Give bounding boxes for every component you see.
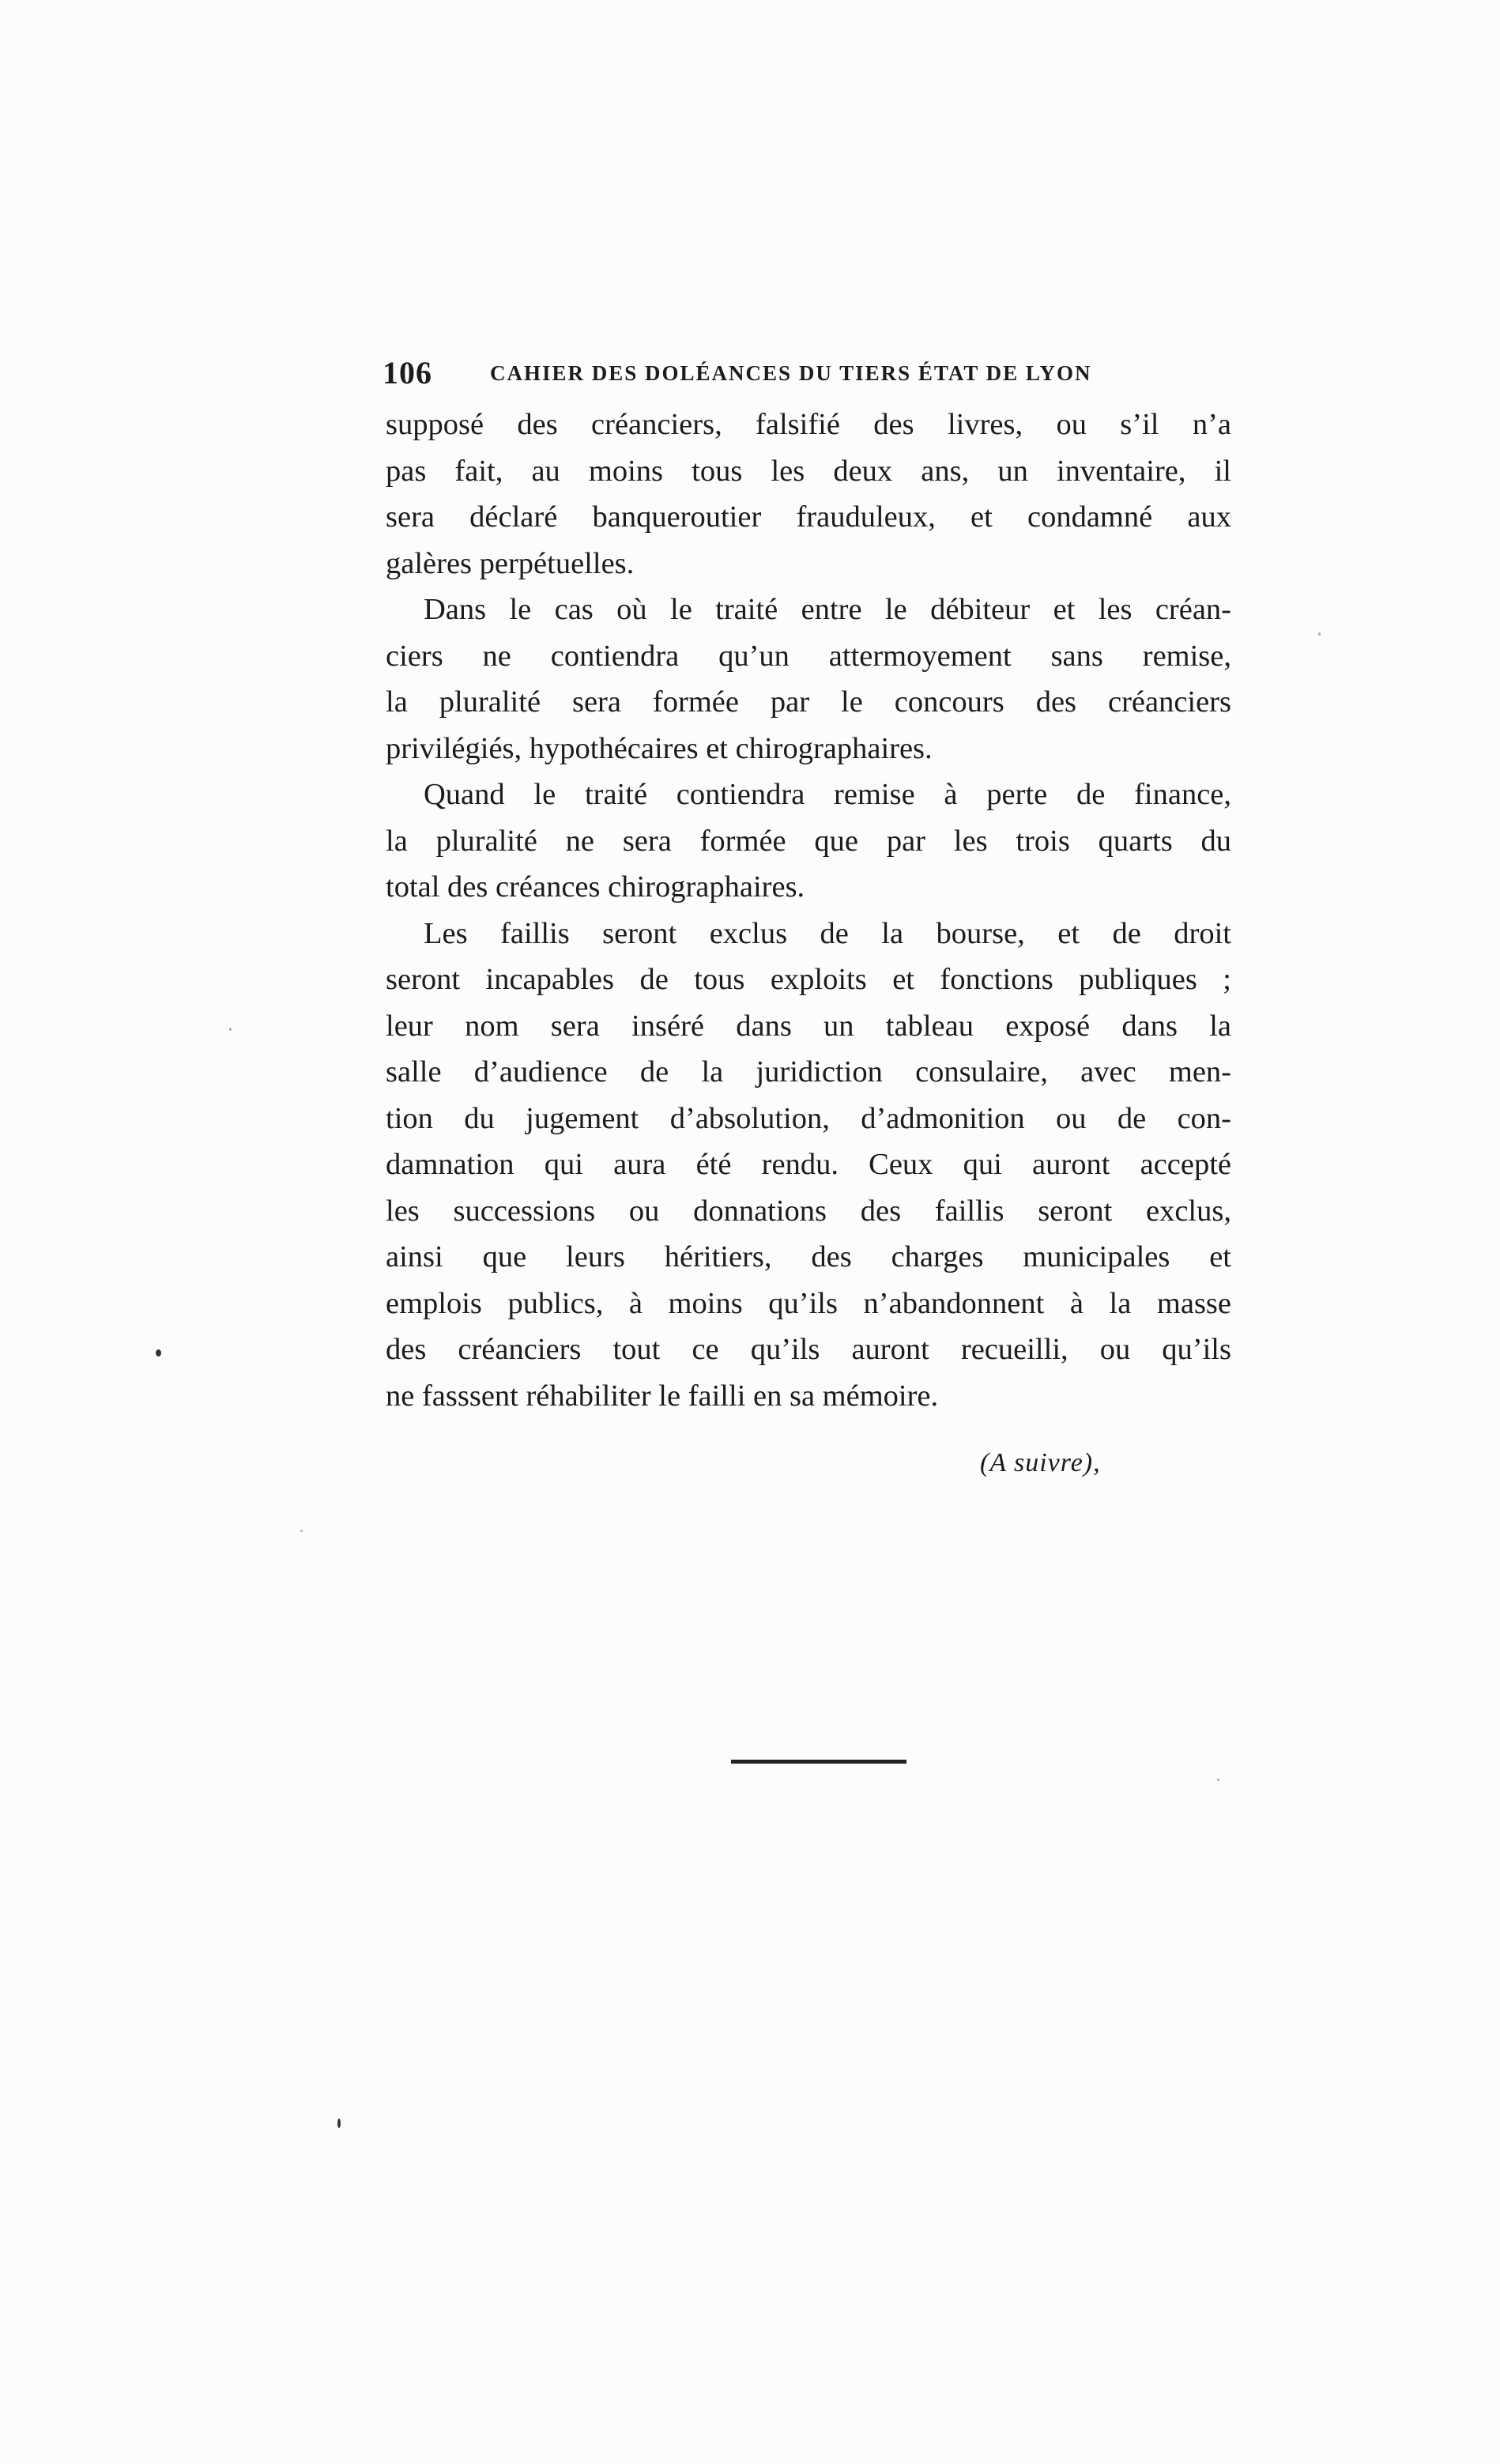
continuation-note: (A suivre), (980, 1448, 1101, 1477)
text-line: leur nom sera inséré dans un tableau exposé dans la (386, 1009, 1231, 1043)
paragraph-4 (386, 911, 1231, 1420)
text-line: supposé des créanciers, falsifié des livres, ou s’il n’a (386, 408, 1231, 441)
text-line: damnation qui aura été rendu. Ceux qui auront accepté (386, 1148, 1231, 1181)
text-line: Quand le traité contiendra remise à perte de finance, (424, 778, 1231, 811)
text-line: seront incapables de tous exploits et fonctions publiques ; (386, 963, 1231, 996)
text-line: total des créances chirographaires. (386, 870, 805, 904)
scan-speck (337, 2119, 341, 2128)
paragraph-1 (386, 402, 1231, 587)
page-number: 106 (383, 355, 432, 391)
text-line: salle d’audience de la juridiction consulaire, avec men- (386, 1055, 1231, 1089)
scan-speck (300, 1530, 303, 1532)
text-line: la pluralité ne sera formée que par les trois quarts du (386, 824, 1231, 858)
text-line: pas fait, au moins tous les deux ans, un inventaire, il (386, 454, 1231, 488)
scan-speck (1217, 1779, 1219, 1781)
text-line: tion du jugement d’absolution, d’admonition ou de con- (386, 1101, 1231, 1135)
text-line: la pluralité sera formée par le concours des créanciers (386, 685, 1231, 719)
text-line: ciers ne contiendra qu’un attermoyement sans remise, (386, 639, 1231, 673)
running-title: CAHIER DES DOLÉANCES DU TIERS ÉTAT DE LYON (490, 361, 1092, 385)
section-divider (731, 1760, 906, 1764)
paragraph-3 (386, 772, 1231, 911)
text-line: sera déclaré banqueroutier frauduleux, et condamné aux (386, 500, 1231, 534)
scan-speck (1318, 632, 1321, 636)
text-line: galères perpétuelles. (386, 546, 635, 580)
text-line: emplois publics, à moins qu’ils n’abandonnent à la masse (386, 1286, 1231, 1320)
running-head (383, 354, 1236, 402)
scan-speck (156, 1349, 161, 1357)
body-text (386, 402, 1231, 1419)
text-line: des créanciers tout ce qu’ils auront recueilli, ou qu’ils (386, 1333, 1231, 1366)
scan-speck (229, 1028, 232, 1031)
text-line: ne fasssent réhabiliter le failli en sa mémoire. (386, 1379, 939, 1413)
paragraph-2 (386, 587, 1231, 772)
text-line: Les faillis seront exclus de la bourse, et de droit (424, 916, 1231, 950)
text-line: les successions ou donnations des faillis seront exclus, (386, 1194, 1231, 1228)
text-line: Dans le cas où le traité entre le débiteur et les créan- (424, 593, 1231, 626)
text-line: ainsi que leurs héritiers, des charges municipales et (386, 1240, 1231, 1274)
text-line: privilégiés, hypothécaires et chirographaires. (386, 731, 933, 765)
